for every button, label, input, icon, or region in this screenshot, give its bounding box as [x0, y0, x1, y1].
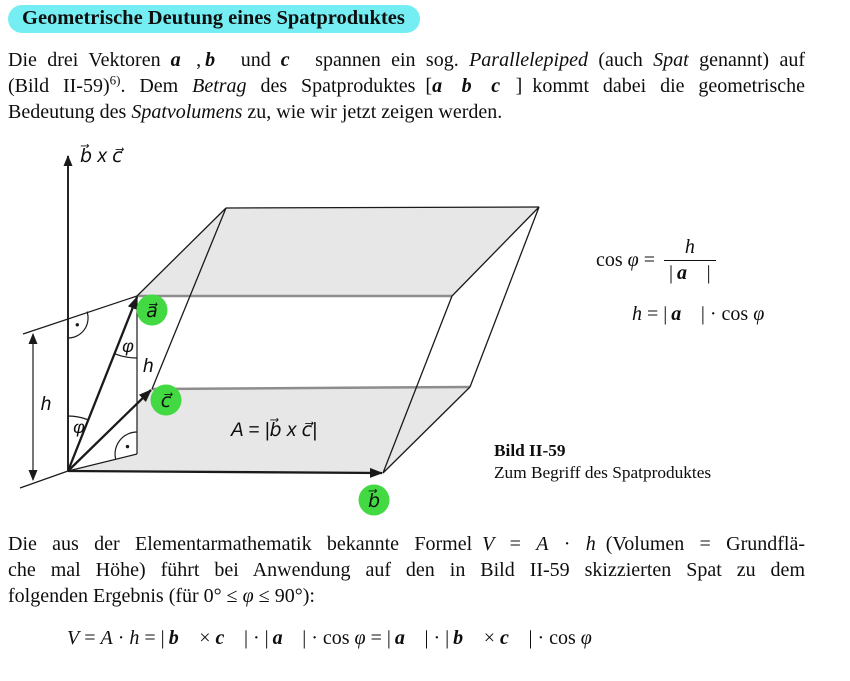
right-angle-dot-foot: [126, 445, 129, 448]
lateral-edge-front-right: [383, 296, 452, 473]
figure-caption-number: Bild II-59: [494, 441, 566, 460]
body-line-1: Die aus der Elementarmathematik bekannte Formel V = A · h (Volumen = Grundflä-: [8, 533, 805, 555]
intro-line-3: Bedeutung des Spatvolumens zu, wie wir jetzt zeigen werden.: [8, 101, 503, 123]
height-mid-label: h: [143, 356, 154, 377]
h-formula: h = | a⃗ | · cos φ: [632, 303, 765, 325]
vector-a-label: a⃗: [146, 301, 158, 322]
figure-caption-text: Zum Begriff des Spatproduktes: [494, 463, 712, 482]
lateral-edge-back-left: [152, 208, 226, 389]
fraction-denominator: | a⃗ |: [664, 260, 716, 284]
vector-b-label: b⃗: [367, 491, 381, 512]
vector-c-label: c⃗: [160, 391, 172, 412]
volume-formula: V = A · h = | b⃗ × c⃗ | · | a⃗ | · cos φ = | a⃗ | · | b⃗ × c⃗ | · cos φ: [67, 627, 592, 649]
perpendicular-line-top: [23, 296, 137, 334]
body-line-3: folgenden Ergebnis (für 0° ≤ φ ≤ 90°):: [8, 585, 315, 607]
cos-phi-formula: [596, 237, 716, 284]
axis-label: b⃗ x c⃗: [80, 146, 123, 167]
section-title: Geometrische Deutung eines Spatproduktes: [22, 6, 405, 29]
phi-lower-label: φ: [73, 417, 85, 437]
body-paragraph: [8, 531, 805, 609]
top-face: [137, 207, 539, 296]
intro-line-2: (Bild II-59)$^{6)}$. Dem Betrag des Spatproduktes [a⃗ b⃗ c⃗] kommt dabei die geometrische: [8, 72, 805, 97]
fraction-numerator: h: [684, 236, 695, 258]
fraction: [664, 237, 716, 284]
figure-caption: [494, 440, 711, 484]
intro-line-1: Die drei Vektoren a⃗, b⃗ und c⃗ spannen ein sog. Parallelepiped (auch Spat genannt) auf: [8, 49, 806, 71]
body-line-2: che mal Höhe) führt bei Anwendung auf den in Bild II-59 skizzierten Spat zu dem: [8, 559, 805, 581]
height-left-label: h: [40, 394, 52, 415]
base-area-label: A = |b⃗ x c⃗|: [231, 420, 318, 441]
right-angle-dot-axis: [76, 323, 79, 326]
cos-phi-lhs: cos φ =: [596, 249, 656, 271]
phi-upper-label: φ: [122, 336, 134, 356]
extension-line-bottom: [20, 471, 68, 488]
